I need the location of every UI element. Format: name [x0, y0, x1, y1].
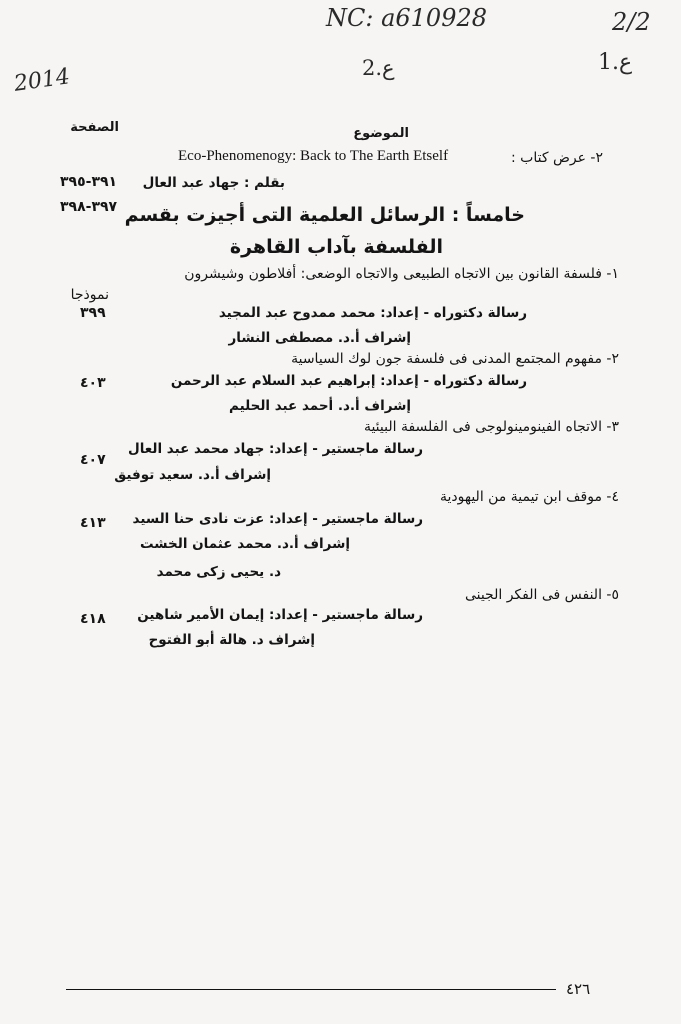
handwritten-year: 2014 [12, 64, 72, 97]
entry-1-page: ٣٩٩ [80, 305, 106, 321]
section-pages: ٣٩٧-٣٩٨ [60, 199, 118, 215]
entry-2-supervisor: إشراف أ.د. أحمد عبد الحليم [229, 398, 411, 414]
entry-2-thesis: رسالة دكتوراه - إعداد: إبراهيم عبد السلام عبد الرحمن [170, 373, 527, 389]
entry-1-title-line1: ١- فلسفة القانون بين الاتجاه الطبيعى والاتجاه الوضعى: أفلاطون وشيشرون [184, 266, 619, 282]
book-review-title: Eco-Phenomenogy: Back to The Earth Etself [178, 148, 449, 164]
entry-5-page: ٤١٨ [80, 611, 106, 627]
entry-5-supervisor: إشراف د. هالة أبو الفتوح [148, 632, 315, 648]
book-review-label: ٢- عرض كتاب : [511, 150, 603, 166]
handwritten-fraction: 2/2 [612, 8, 651, 36]
entry-1-thesis: رسالة دكتوراه - إعداد: محمد ممدوح عبد المجيد [218, 305, 527, 321]
entry-2-page: ٤٠٣ [80, 375, 106, 391]
handwritten-call-number: NC: a610928 [326, 4, 488, 32]
subject-column-header: الموضوع [353, 126, 409, 141]
footer-page-number: ٤٢٦ [566, 980, 591, 998]
entry-4-thesis: رسالة ماجستير - إعداد: عزت نادى حنا السيد [132, 511, 423, 527]
footer-rule [66, 989, 556, 990]
book-review-author: بقلم : جهاد عبد العال [142, 175, 285, 191]
page-column-header: الصفحة [70, 120, 119, 135]
entry-4-title: ٤- موقف ابن تيمية من اليهودية [440, 489, 619, 505]
section-heading-line1: خامساً : الرسائل العلمية التى أجيزت بقسم [124, 204, 525, 226]
entry-5-thesis: رسالة ماجستير - إعداد: إيمان الأمير شاهين [137, 607, 423, 623]
entry-1-title-line2: نموذجا [70, 287, 109, 303]
entry-1-supervisor: إشراف أ.د. مصطفى النشار [228, 330, 411, 346]
handwritten-code-center: 2.ع [362, 56, 395, 80]
entry-4-supervisor: إشراف أ.د. محمد عثمان الخشت [140, 536, 350, 552]
entry-3-supervisor: إشراف أ.د. سعيد توفيق [114, 467, 271, 483]
entry-3-thesis: رسالة ماجستير - إعداد: جهاد محمد عبد العال [128, 441, 423, 457]
handwritten-code-right: 1.ع [598, 50, 633, 75]
entry-4-page: ٤١٣ [80, 515, 106, 531]
entry-2-title: ٢- مفهوم المجتمع المدنى فى فلسفة جون لوك السياسية [291, 351, 619, 367]
entry-4-co-supervisor: د. يحيى زكى محمد [156, 564, 281, 580]
book-review-pages: ٣٩١-٣٩٥ [60, 174, 118, 190]
entry-3-title: ٣- الاتجاه الفينومينولوجى فى الفلسفة البيئية [363, 419, 619, 435]
entry-5-title: ٥- النفس فى الفكر الجينى [464, 587, 619, 603]
entry-3-page: ٤٠٧ [80, 452, 106, 468]
section-heading-line2: الفلسفة بآداب القاهرة [229, 236, 443, 258]
